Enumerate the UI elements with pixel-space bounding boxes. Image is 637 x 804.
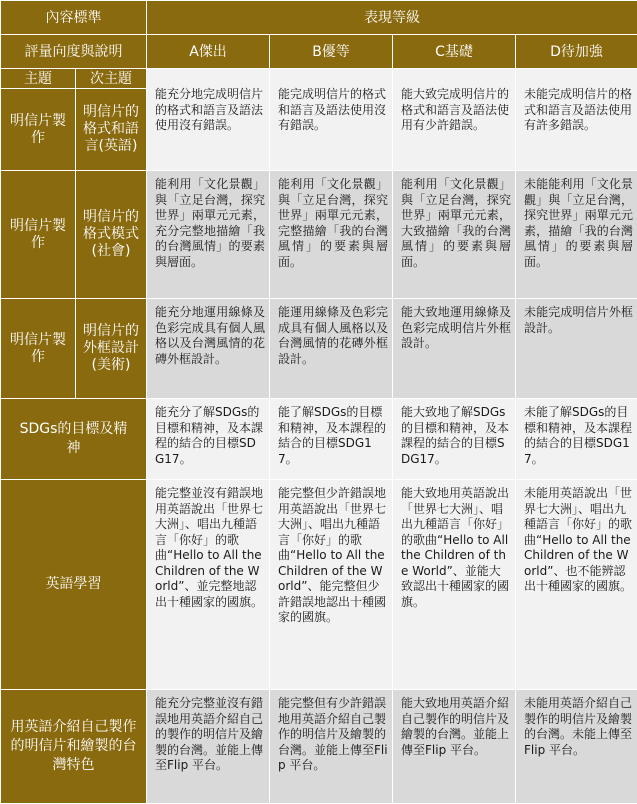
row5-label: 英語學習	[1, 480, 147, 690]
level-c-header: C基礎	[393, 35, 516, 69]
row5-level-c: 能大致地用英語說出「世界七大洲」、唱出九種語言「你好」的歌曲“Hello to All the Children of the World”、並能大致認出十種國家的國旗。	[393, 480, 516, 690]
level-d-header: D待加強	[516, 35, 637, 69]
table-row	[1, 399, 637, 480]
row3-level-d: 未能完成明信片外框設計。	[516, 299, 637, 399]
level-a-header: A傑出	[147, 35, 270, 69]
row2-level-a: 能利用「文化景觀」與「立足台灣，探究世界」兩單元元素，充分完整地描繪「我的台灣風情」的要素與層面。	[147, 171, 270, 299]
row5-level-a: 能完整並沒有錯誤地用英語說出「世界七大洲」、唱出九種語言「你好」的歌曲“Hello to All the Children of the World”、並完整地認出十種國家的國旗。	[147, 480, 270, 690]
row5-level-b: 能完整但少許錯誤地用英語說出「世界七大洲」、唱出九種語言「你好」的歌曲“Hello to All the Children of the World”、能完整但少許錯誤地認出十種國家的國旗。	[270, 480, 393, 690]
row2-level-d: 未能能利用「文化景觀」與「立足台灣，探究世界」兩單元元素，描繪「我的台灣風情」的要素與層面。	[516, 171, 637, 299]
row6-level-d: 未能用英語介紹自己製作的明信片及繪製的台灣。未能上傳至Flip 平台。	[516, 690, 637, 804]
table-row	[1, 171, 637, 299]
header-row-top	[1, 1, 637, 35]
row6-label: 用英語介紹自己製作的明信片和繪製的台灣特色	[1, 690, 147, 804]
row1-sub-theme: 明信片的格式和語言(英語)	[76, 89, 147, 171]
row2-level-c: 能利用「文化景觀」與「立足台灣，探究世界」兩單元元素，大致描繪「我的台灣風情」的要素與層面。	[393, 171, 516, 299]
row2-theme: 明信片製作	[1, 171, 76, 299]
row1-level-a: 能充分地完成明信片的格式和語言及語法使用沒有錯誤。	[147, 69, 270, 171]
header-row-levels	[1, 35, 637, 69]
table-row	[1, 299, 637, 399]
row6-level-b: 能完整但有少許錯誤地用英語介紹自己製作的明信片及繪製的台灣。並能上傳至Flip 平台。	[270, 690, 393, 804]
row3-sub-theme: 明信片的外框設計(美術)	[76, 299, 147, 399]
row3-level-a: 能充分地運用線條及色彩完成具有個人風格以及台灣風情的花磚外框設計。	[147, 299, 270, 399]
table-row	[1, 690, 637, 804]
row1-level-d: 未能完成明信片的格式和語言及語法使用有許多錯誤。	[516, 69, 637, 171]
row2-level-b: 能利用「文化景觀」與「立足台灣，探究世界」兩單元元素，完整描繪「我的台灣風情」的要素與層面。	[270, 171, 393, 299]
row4-level-a: 能充分了解SDGs的目標和精神，及本課程的結合的目標SDG17。	[147, 399, 270, 480]
performance-levels-header: 表現等級	[147, 1, 637, 35]
row1-level-b: 能完成明信片的格式和語言及語法使用沒有錯誤。	[270, 69, 393, 171]
theme-header-row	[1, 69, 637, 89]
content-standard-header: 內容標準	[1, 1, 147, 35]
row1-theme: 明信片製作	[1, 89, 76, 171]
row4-label: SDGs的目標及精神	[1, 399, 147, 480]
row5-level-d: 未能用英語說出「世界七大洲」、唱出九種語言「你好」的歌曲“Hello to All the Children of the World”、也不能辨認出十種國家的國旗。	[516, 480, 637, 690]
row4-level-c: 能大致地了解SDGs的目標和精神，及本課程的結合的目標SDG17。	[393, 399, 516, 480]
table-row	[1, 480, 637, 690]
dimension-header: 評量向度與說明	[1, 35, 147, 69]
row2-sub-theme: 明信片的格式模式(社會)	[76, 171, 147, 299]
row3-theme: 明信片製作	[1, 299, 76, 399]
row1-level-c: 能大致完成明信片的格式和語言及語法使用有少許錯誤。	[393, 69, 516, 171]
theme-header: 主題	[1, 69, 76, 89]
row6-level-a: 能充分完整並沒有錯誤地用英語介紹自己的製作的明信片及繪製的台灣。並能上傳至Flip 平台。	[147, 690, 270, 804]
level-b-header: B優等	[270, 35, 393, 69]
row4-level-b: 能了解SDGs的目標和精神，及本課程的結合的目標SDG17。	[270, 399, 393, 480]
row4-level-d: 未能了解SDGs的目標和精神，及本課程的結合的目標SDG17。	[516, 399, 637, 480]
sub-theme-header: 次主題	[76, 69, 147, 89]
row3-level-b: 能運用線條及色彩完成具有個人風格以及台灣風情的花磚外框設計。	[270, 299, 393, 399]
row3-level-c: 能大致地運用線條及色彩完成明信片外框設計。	[393, 299, 516, 399]
row6-level-c: 能大致地用英語介紹自己製作的明信片及繪製的台灣。並能上傳至Flip 平台。	[393, 690, 516, 804]
